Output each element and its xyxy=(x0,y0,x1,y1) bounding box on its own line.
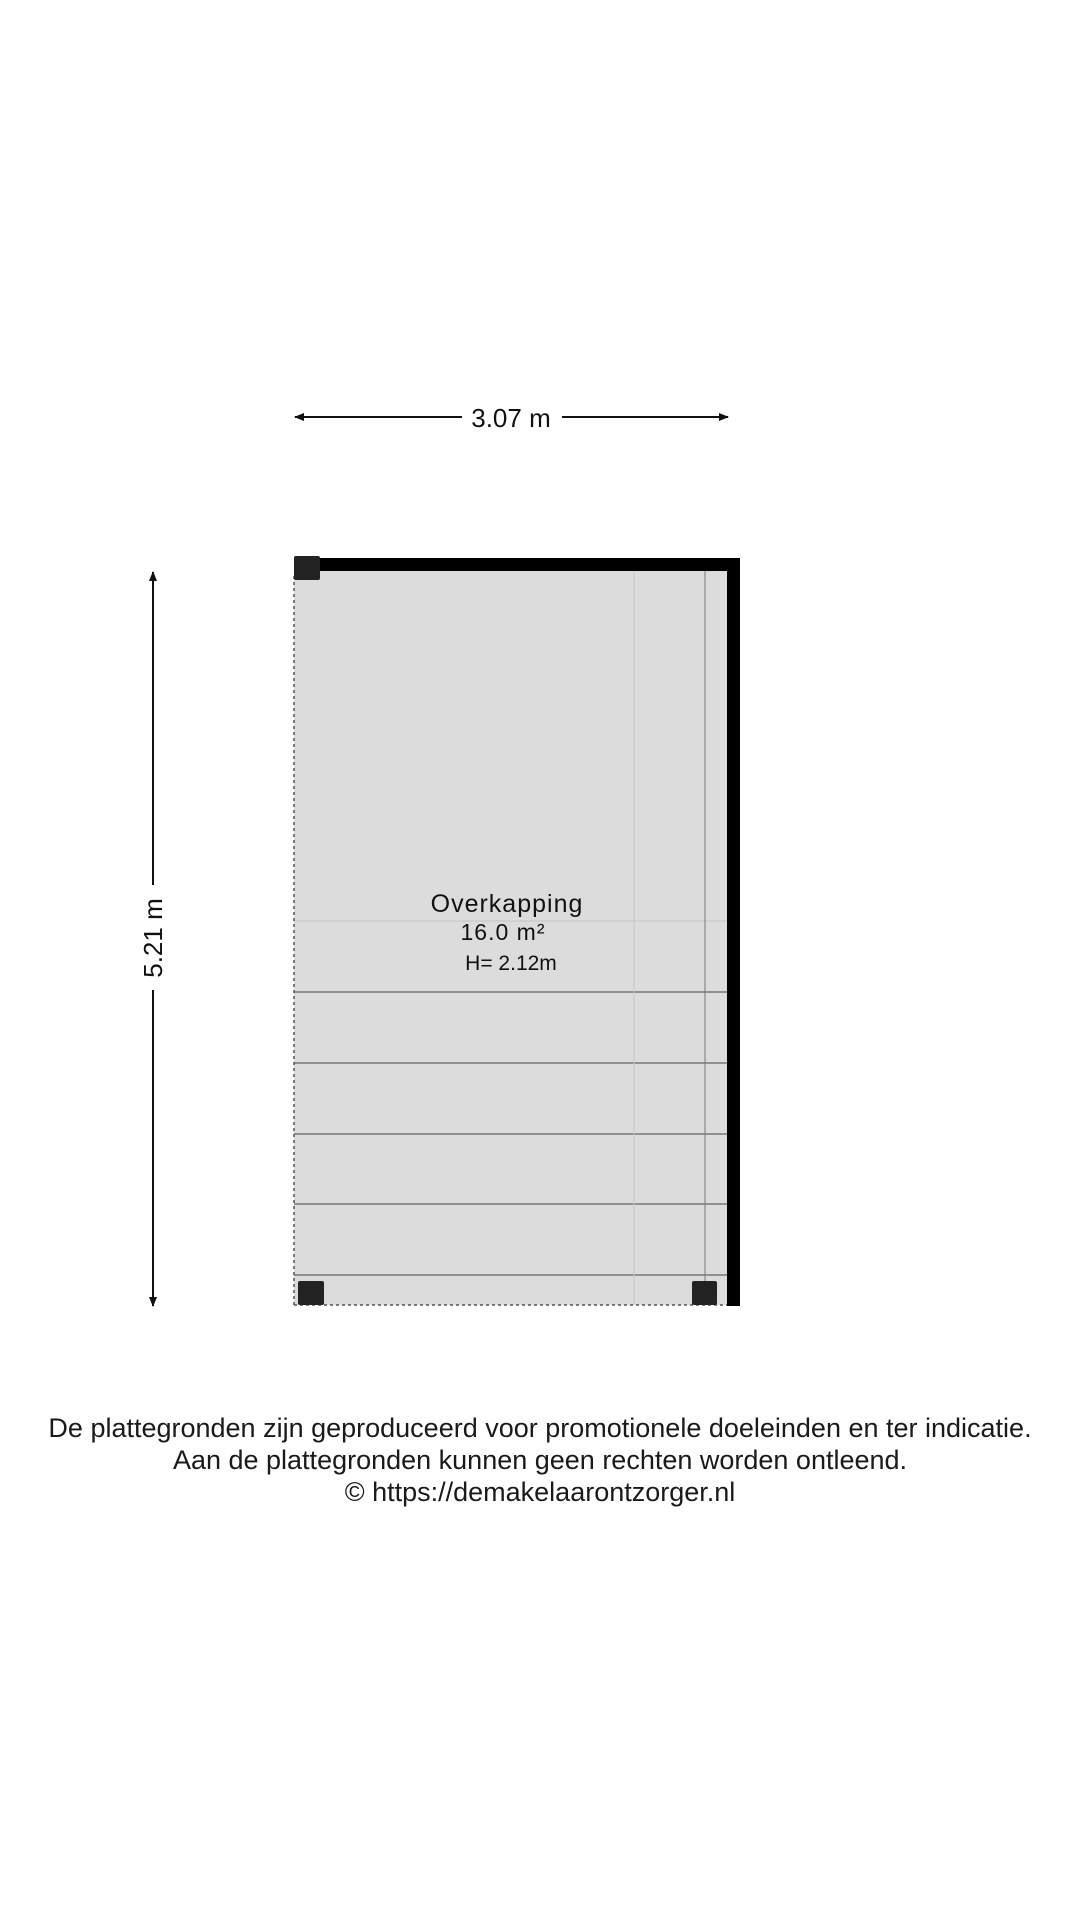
height-dimension-label: 5.21 m xyxy=(138,898,168,978)
room-height: H= 2.12m xyxy=(465,952,557,975)
width-dimension-label: 3.07 m xyxy=(471,403,551,433)
width-dimension xyxy=(295,403,728,433)
disclaimer-copyright[interactable]: © https://demakelaarontzorger.nl xyxy=(344,1477,736,1507)
height-dimension xyxy=(138,572,168,1306)
wall-right xyxy=(727,558,740,1306)
post-bottom-left xyxy=(298,1281,324,1305)
room-name: Overkapping xyxy=(430,890,584,918)
post-bottom-right xyxy=(692,1281,717,1305)
post-top-left xyxy=(294,556,320,580)
wall-top xyxy=(306,558,740,571)
disclaimer-line-2: Aan de plattegronden kunnen geen rechten worden ontleend. xyxy=(172,1445,908,1475)
disclaimer xyxy=(0,1412,1080,1508)
room-area: 16.0 m² xyxy=(460,919,546,945)
disclaimer-line-1: De plattegronden zijn geproduceerd voor promotionele doeleinden en ter indicatie. xyxy=(48,1413,1032,1443)
